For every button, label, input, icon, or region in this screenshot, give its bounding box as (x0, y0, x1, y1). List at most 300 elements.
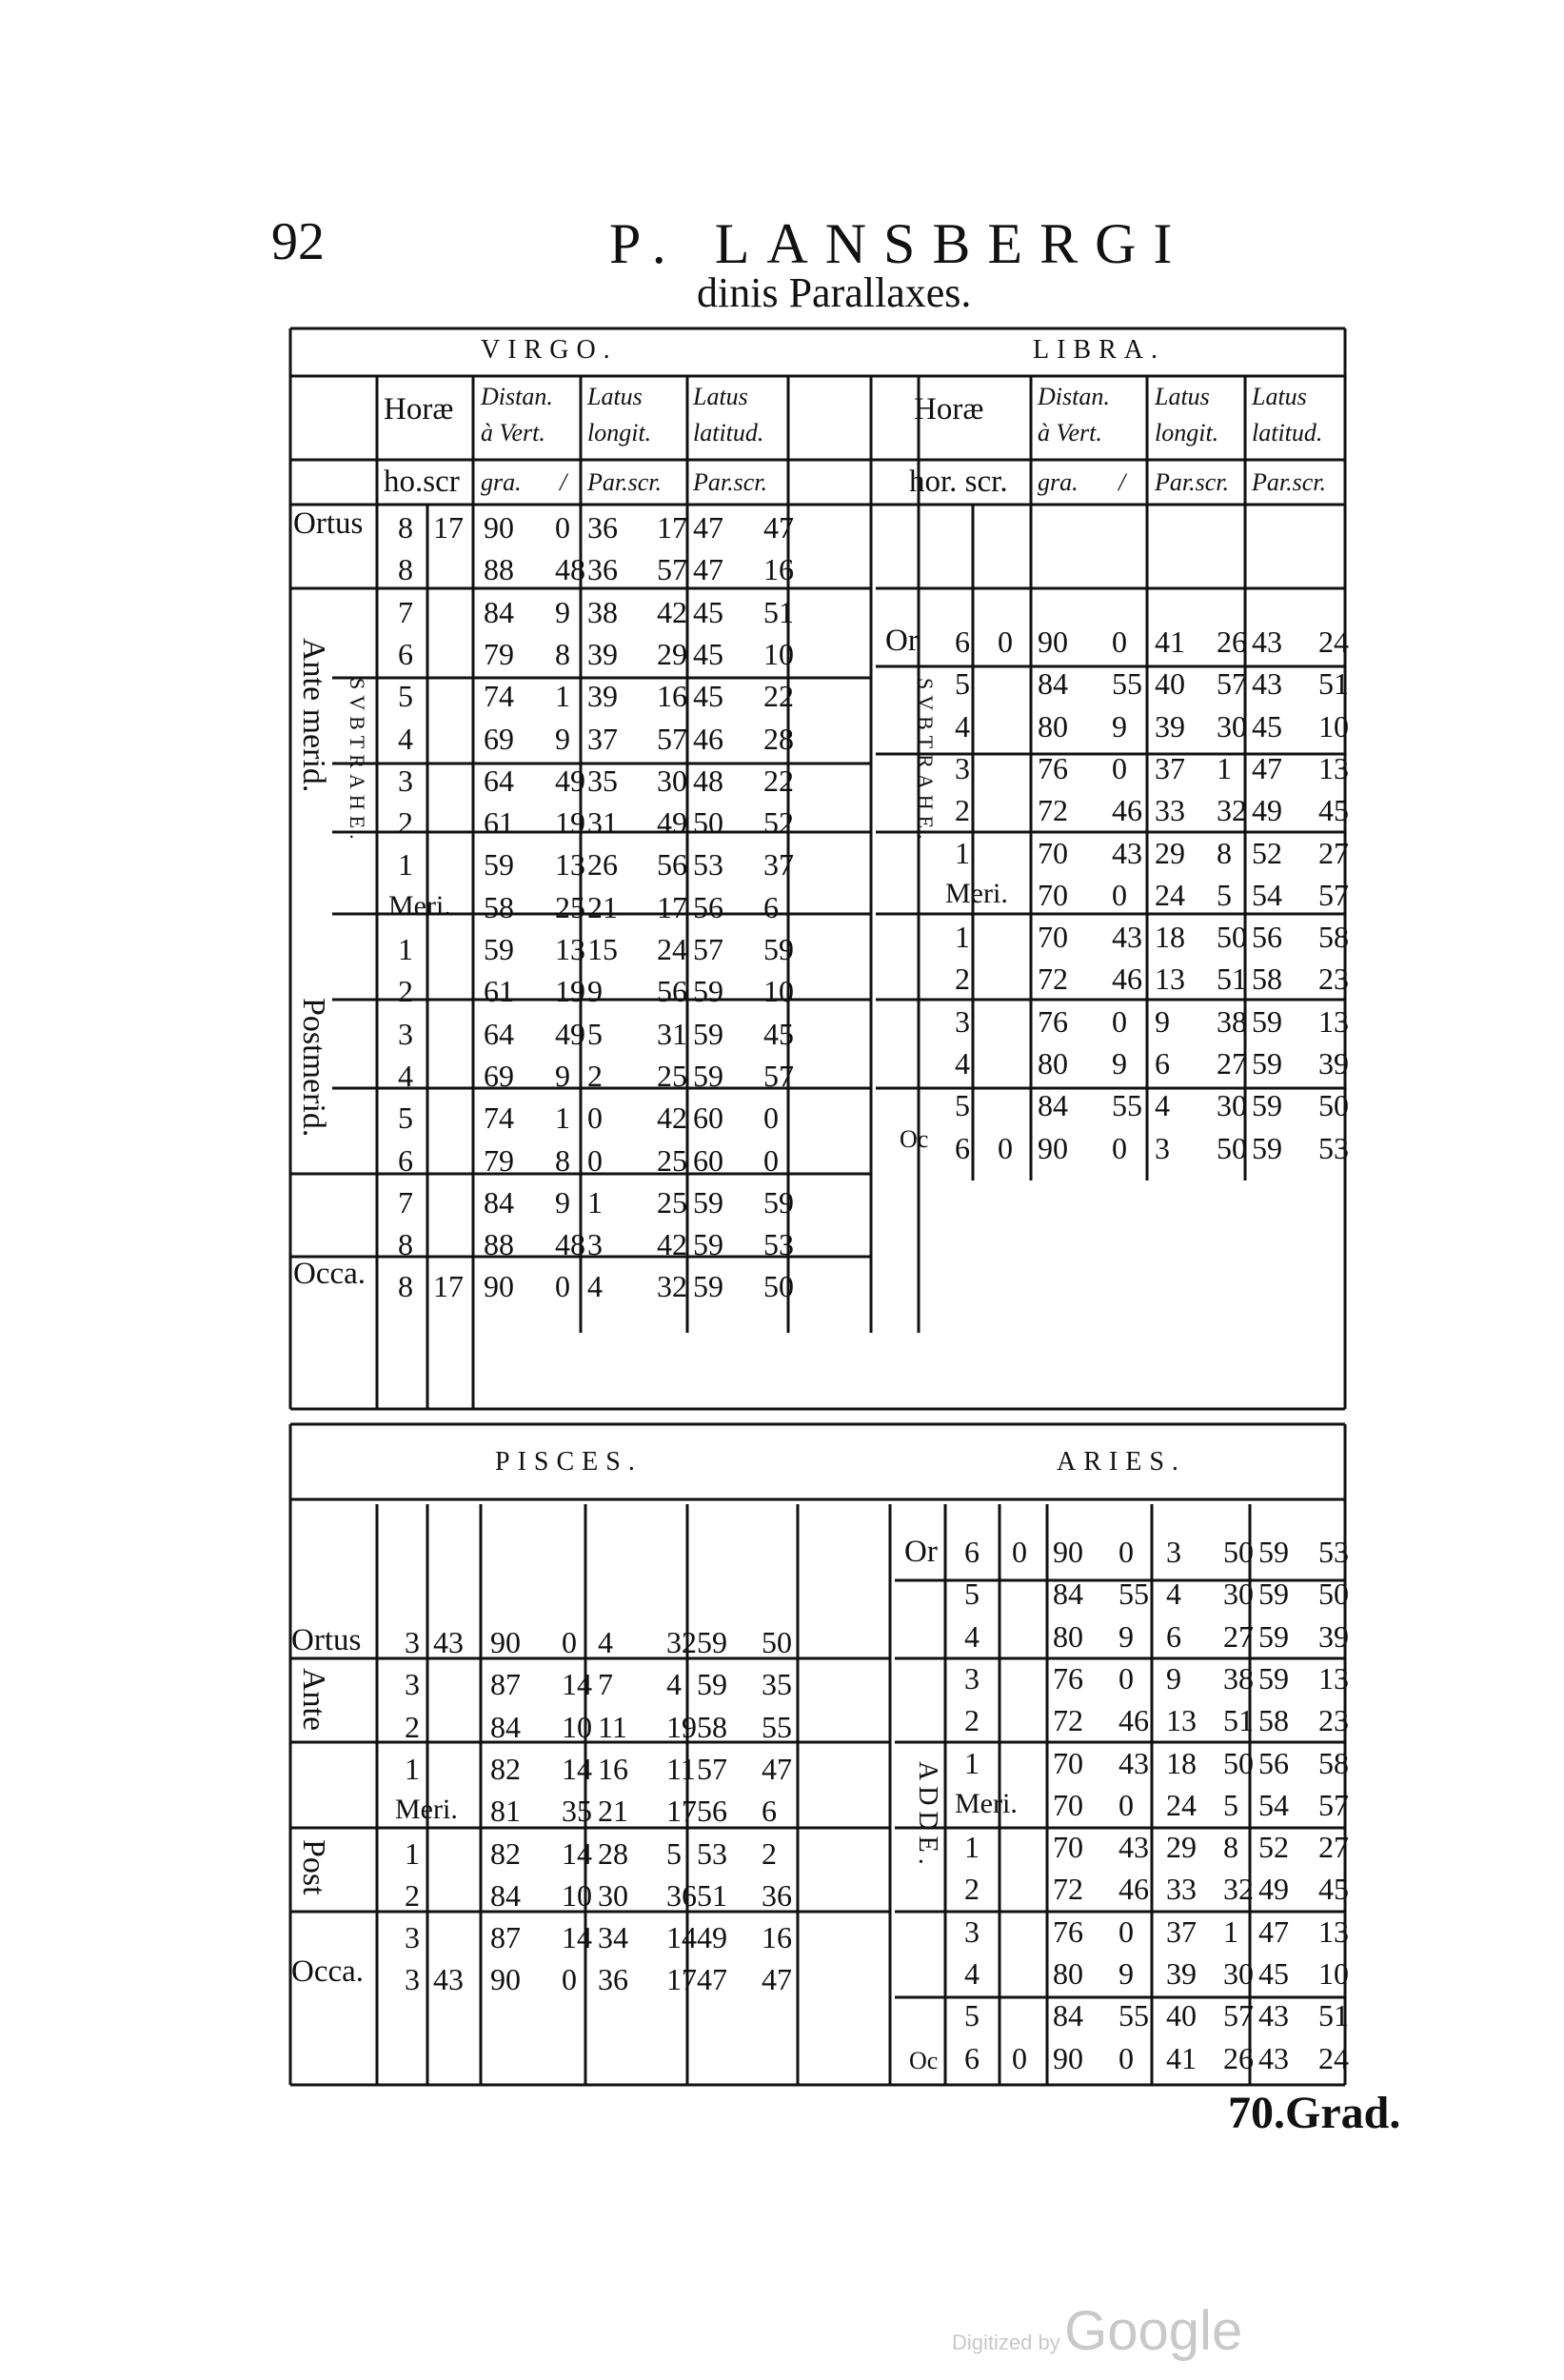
aries-cell: 57 (1223, 1998, 1254, 2033)
virgo-cell: 1 (555, 1101, 570, 1136)
libra-cell: 5 (955, 1088, 970, 1123)
libra-cell: 76 (1038, 750, 1068, 785)
libra-cell: 0 (1112, 1130, 1127, 1165)
libra-cell: 53 (1318, 1130, 1349, 1165)
virgo-cell: 56 (693, 889, 723, 924)
libra-cell: 46 (1112, 793, 1142, 828)
virgo-cell: 42 (657, 594, 687, 629)
libra-cell: 18 (1155, 920, 1185, 955)
virgo-cell: 47 (763, 510, 794, 545)
virgo-cell: 59 (484, 847, 514, 883)
sign-libra: LIBRA. (1033, 335, 1165, 365)
virgo-cell: 0 (763, 1142, 779, 1178)
col-header-latus-longit2: longit. (587, 419, 652, 446)
aries-cell: 58 (1318, 1745, 1349, 1780)
virgo-cell: 3 (398, 763, 413, 798)
virgo-cell: 58 (484, 889, 514, 924)
pisces-cell: 56 (697, 1794, 727, 1829)
aries-cell: 76 (1053, 1660, 1083, 1696)
pisces-cell: 14 (562, 1920, 592, 1955)
aries-cell: 59 (1258, 1660, 1289, 1696)
libra-cell: 38 (1217, 1003, 1247, 1039)
unit-gra: gra. (481, 468, 522, 496)
aries-cell: 80 (1053, 1618, 1083, 1654)
aries-cell: 45 (1318, 1872, 1349, 1907)
virgo-cell: 2 (398, 974, 413, 1009)
pisces-cell: 35 (762, 1667, 792, 1702)
pisces-cell: 59 (697, 1625, 727, 1659)
aries-cell: 38 (1223, 1660, 1254, 1696)
pisces-cell: 90 (490, 1962, 521, 1997)
pisces-cell: 14 (562, 1667, 592, 1702)
virgo-cell: 22 (763, 679, 794, 714)
col-header-latus-latitud2: latitud. (693, 419, 764, 446)
pisces-cell: 14 (562, 1835, 592, 1871)
virgo-cell: 31 (587, 805, 618, 841)
pisces-cell: 49 (697, 1920, 727, 1955)
aries-cell: Meri. (955, 1787, 1018, 1819)
virgo-cell: 60 (693, 1142, 723, 1178)
libra-cell: 4 (955, 1046, 970, 1081)
aries-cell: 1 (964, 1830, 980, 1865)
aries-cell: 76 (1053, 1914, 1083, 1949)
libra-cell: 8 (1217, 835, 1232, 870)
pisces-cell: 35 (562, 1794, 592, 1829)
pisces-cell: 4 (598, 1625, 613, 1659)
virgo-cell: 45 (693, 594, 723, 629)
watermark (952, 2299, 1242, 2363)
virgo-cell: 64 (484, 763, 514, 798)
pisces-cell: 14 (562, 1751, 592, 1786)
virgo-cell: 6 (398, 636, 413, 671)
virgo-cell: 59 (763, 1184, 794, 1220)
pisces-cell: 47 (762, 1962, 792, 1997)
virgo-cell: 45 (693, 636, 723, 671)
aries-cell: 41 (1166, 2040, 1197, 2075)
libra-cell: 26 (1217, 625, 1247, 659)
libra-cell: 57 (1217, 666, 1247, 702)
catchword: 70.Grad. (1228, 2088, 1401, 2138)
virgo-cell: 25 (657, 1058, 687, 1093)
aries-cell: 84 (1053, 1998, 1083, 2033)
unit-ho-scr: ho.scr (384, 465, 460, 499)
libra-cell: 45 (1252, 708, 1282, 744)
virgo-cell: 10 (763, 636, 794, 671)
aries-cell: 59 (1258, 1618, 1289, 1654)
virgo-cell: 61 (484, 805, 514, 841)
aries-cell: 90 (1053, 1535, 1083, 1569)
virgo-cell: 56 (657, 974, 687, 1009)
libra-cell: 9 (1112, 1046, 1127, 1081)
libra-cell: 52 (1252, 835, 1282, 870)
virgo-cell: 59 (763, 932, 794, 966)
libra-cell: 59 (1252, 1088, 1282, 1123)
page-number: 92 (271, 212, 325, 271)
label-postmerid: Postmerid. (296, 998, 331, 1138)
aries-cell: 0 (1119, 2040, 1134, 2075)
virgo-cell: 51 (763, 594, 794, 629)
virgo-cell: 16 (763, 552, 794, 587)
libra-cell: 90 (1038, 1130, 1068, 1165)
aries-cell: 40 (1166, 1998, 1197, 2033)
virgo-cell: 53 (763, 1227, 794, 1262)
virgo-cell: 19 (555, 805, 585, 841)
virgo-cell: 49 (555, 1016, 585, 1051)
pisces-cell: 3 (405, 1667, 420, 1702)
label-ortus: Ortus (291, 1623, 362, 1657)
virgo-cell: 52 (763, 805, 794, 841)
virgo-cell: 13 (555, 932, 585, 966)
pisces-cell: 3 (405, 1962, 420, 1997)
aries-cell: 45 (1258, 1956, 1289, 1991)
sign-aries: ARIES. (1057, 1447, 1186, 1477)
unit-par-scr: Par.scr. (587, 468, 663, 496)
libra-cell: 84 (1038, 666, 1068, 702)
libra-cell: 0 (998, 1130, 1013, 1165)
pisces-cell: 3 (405, 1625, 420, 1659)
libra-cell: 0 (1112, 877, 1127, 912)
virgo-cell: 8 (398, 1269, 413, 1304)
unit-par-scr: Par.scr. (693, 468, 768, 496)
virgo-cell: 49 (555, 763, 585, 798)
virgo-cell: 48 (693, 763, 723, 798)
label-ortus: Ortus (293, 506, 364, 541)
virgo-cell: Meri. (388, 889, 451, 922)
libra-cell: 46 (1112, 962, 1142, 997)
pisces-cell: 36 (666, 1877, 697, 1913)
virgo-cell: 42 (657, 1101, 687, 1136)
virgo-cell: 0 (587, 1142, 603, 1178)
virgo-cell: 59 (693, 1016, 723, 1051)
libra-cell: 50 (1217, 1130, 1247, 1165)
virgo-cell: 17 (433, 510, 464, 545)
sign-pisces: PISCES. (495, 1447, 643, 1477)
virgo-cell: 0 (555, 510, 570, 545)
pisces-cell: 16 (762, 1920, 792, 1955)
aries-cell: 29 (1166, 1830, 1197, 1865)
aries-cell: 3 (1166, 1535, 1181, 1569)
pisces-cell: 1 (405, 1751, 420, 1786)
virgo-cell: 57 (693, 932, 723, 966)
virgo-cell: 47 (693, 510, 723, 545)
aries-cell: 9 (1119, 1618, 1134, 1654)
libra-cell: 6 (955, 1130, 970, 1165)
aries-cell: 57 (1318, 1787, 1349, 1822)
virgo-cell: 74 (484, 1101, 514, 1136)
virgo-cell: 39 (587, 636, 618, 671)
virgo-cell: 2 (398, 805, 413, 841)
libra-cell: 33 (1155, 793, 1185, 828)
aries-cell: 43 (1258, 2040, 1289, 2075)
aries-cell: 8 (1223, 1830, 1238, 1865)
pisces-cell: 16 (598, 1751, 628, 1786)
virgo-cell: 22 (763, 763, 794, 798)
virgo-cell: 0 (763, 1101, 779, 1136)
virgo-cell: 60 (693, 1101, 723, 1136)
virgo-cell: 8 (555, 1142, 570, 1178)
virgo-cell: 57 (763, 1058, 794, 1093)
virgo-cell: 59 (693, 1058, 723, 1093)
label-or: Or (885, 624, 919, 658)
aries-cell: 13 (1318, 1660, 1349, 1696)
virgo-cell: 0 (587, 1101, 603, 1136)
virgo-cell: 7 (398, 594, 413, 629)
virgo-cell: 0 (555, 1269, 570, 1304)
pisces-cell: 84 (490, 1877, 521, 1913)
pisces-cell: 87 (490, 1667, 521, 1702)
aries-cell: 0 (1119, 1914, 1134, 1949)
watermark-google: Google (1064, 2300, 1243, 2362)
pisces-cell: 11 (598, 1709, 627, 1744)
virgo-cell: 8 (398, 552, 413, 587)
col-header-distan: Distan. (481, 383, 553, 410)
aries-cell: 1 (964, 1745, 980, 1780)
aries-cell: 1 (1223, 1914, 1238, 1949)
libra-cell: 55 (1112, 666, 1142, 702)
pisces-cell: 21 (598, 1794, 628, 1829)
aries-cell: 0 (1012, 2040, 1027, 2075)
aries-cell: 43 (1119, 1830, 1149, 1865)
aries-cell: 4 (964, 1618, 980, 1654)
libra-cell: 2 (955, 962, 970, 997)
virgo-cell: 25 (657, 1184, 687, 1220)
libra-cell: 27 (1318, 835, 1349, 870)
aries-cell: 52 (1258, 1830, 1289, 1865)
libra-cell: 6 (1155, 1046, 1170, 1081)
libra-cell: 37 (1155, 750, 1185, 785)
virgo-cell: 31 (657, 1016, 687, 1051)
aries-cell: 3 (964, 1914, 980, 1949)
libra-cell: 24 (1318, 625, 1349, 659)
aries-cell: 13 (1318, 1914, 1349, 1949)
virgo-cell: 5 (398, 679, 413, 714)
libra-cell: 70 (1038, 877, 1068, 912)
virgo-cell: 59 (693, 1227, 723, 1262)
virgo-cell: 17 (433, 1269, 464, 1304)
pisces-cell: 36 (598, 1962, 628, 1997)
col-header-distan2: à Vert. (481, 419, 545, 446)
virgo-cell: 59 (693, 974, 723, 1009)
aries-cell: 23 (1318, 1703, 1349, 1738)
virgo-cell: 48 (555, 1227, 585, 1262)
libra-cell: 4 (1155, 1088, 1170, 1123)
aries-cell: 4 (964, 1956, 980, 1991)
pisces-cell: 90 (490, 1625, 521, 1659)
virgo-cell: 2 (587, 1058, 603, 1093)
pisces-cell: 14 (666, 1920, 697, 1955)
virgo-cell: 6 (763, 889, 779, 924)
unit-hor-scr: hor. scr. (909, 465, 1008, 499)
col-header-latus-latitud2: latitud. (1252, 419, 1323, 446)
libra-cell: 43 (1252, 666, 1282, 702)
libra-cell: 9 (1112, 708, 1127, 744)
libra-cell: 5 (955, 666, 970, 702)
aries-cell: 72 (1053, 1703, 1083, 1738)
aries-cell: 84 (1053, 1577, 1083, 1612)
virgo-cell: 8 (555, 636, 570, 671)
libra-cell: 5 (1217, 877, 1232, 912)
pisces-cell: 3 (405, 1920, 420, 1955)
virgo-cell: 28 (763, 721, 794, 756)
virgo-cell: 74 (484, 679, 514, 714)
pisces-cell: 81 (490, 1794, 521, 1829)
pisces-cell: 1 (405, 1835, 420, 1871)
pisces-cell: 50 (762, 1625, 792, 1659)
libra-cell: 72 (1038, 793, 1068, 828)
virgo-cell: 45 (693, 679, 723, 714)
pisces-cell: 36 (762, 1877, 792, 1913)
virgo-cell: 37 (587, 721, 618, 756)
libra-cell: 13 (1318, 750, 1349, 785)
aries-cell: 37 (1166, 1914, 1197, 1949)
pisces-cell: 58 (697, 1709, 727, 1744)
aries-cell: 4 (1166, 1577, 1181, 1612)
col-header-latus-latitud: Latus (1252, 383, 1307, 410)
pisces-cell: 10 (562, 1877, 592, 1913)
virgo-cell: 49 (657, 805, 687, 841)
virgo-cell: 29 (657, 636, 687, 671)
libra-cell: 45 (1318, 793, 1349, 828)
virgo-cell: 25 (657, 1142, 687, 1178)
libra-cell: 58 (1252, 962, 1282, 997)
virgo-cell: 88 (484, 552, 514, 587)
aries-cell: 30 (1223, 1956, 1254, 1991)
watermark-small: Digitized by (952, 2330, 1060, 2354)
pisces-cell: 0 (562, 1962, 577, 1997)
virgo-cell: 90 (484, 510, 514, 545)
pisces-cell: 17 (666, 1794, 697, 1829)
libra-cell: 80 (1038, 1046, 1068, 1081)
col-header-latus-longit2: longit. (1155, 419, 1219, 446)
virgo-cell: 5 (398, 1101, 413, 1136)
pisces-cell: 84 (490, 1709, 521, 1744)
aries-cell: 54 (1258, 1787, 1289, 1822)
libra-cell: 3 (1155, 1130, 1170, 1165)
virgo-cell: 84 (484, 1184, 514, 1220)
virgo-cell: 79 (484, 1142, 514, 1178)
aries-cell: 70 (1053, 1787, 1083, 1822)
aries-cell: 90 (1053, 2040, 1083, 2075)
pisces-cell: 4 (666, 1667, 682, 1702)
virgo-cell: 3 (398, 1016, 413, 1051)
libra-cell: 13 (1318, 1003, 1349, 1039)
virgo-cell: 1 (398, 932, 413, 966)
libra-cell: 90 (1038, 625, 1068, 659)
aries-cell: 70 (1053, 1745, 1083, 1780)
label-adde: ADDE. (913, 1761, 942, 1871)
virgo-cell: 48 (555, 552, 585, 587)
aries-cell: 9 (1119, 1956, 1134, 1991)
aries-cell: 2 (964, 1872, 980, 1907)
pisces-cell: 59 (697, 1667, 727, 1702)
virgo-cell: 79 (484, 636, 514, 671)
pisces-cell: 28 (598, 1835, 628, 1871)
aries-cell: 2 (964, 1703, 980, 1738)
libra-cell: 41 (1155, 625, 1185, 659)
pisces-cell: 19 (666, 1709, 697, 1744)
pisces-cell: 57 (697, 1751, 727, 1786)
virgo-cell: 61 (484, 974, 514, 1009)
libra-cell: 84 (1038, 1088, 1068, 1123)
pisces-cell: 11 (666, 1751, 696, 1786)
aries-cell: 80 (1053, 1956, 1083, 1991)
virgo-cell: 16 (657, 679, 687, 714)
pisces-cell: 87 (490, 1920, 521, 1955)
libra-cell: 58 (1318, 920, 1349, 955)
aries-cell: 0 (1012, 1535, 1027, 1569)
libra-cell: 4 (955, 708, 970, 744)
pisces-cell: 47 (697, 1962, 727, 1997)
virgo-cell: 10 (763, 974, 794, 1009)
libra-cell: 0 (1112, 625, 1127, 659)
libra-cell: 40 (1155, 666, 1185, 702)
libra-cell: 72 (1038, 962, 1068, 997)
pisces-cell: 51 (697, 1877, 727, 1913)
col-header-horae: Horæ (384, 392, 454, 426)
virgo-cell: 17 (657, 510, 687, 545)
libra-cell: 24 (1155, 877, 1185, 912)
virgo-cell: 35 (587, 763, 618, 798)
libra-cell: 47 (1252, 750, 1282, 785)
libra-cell: 3 (955, 1003, 970, 1039)
pisces-cell: 53 (697, 1835, 727, 1871)
virgo-cell: 36 (587, 552, 618, 587)
libra-cell: 70 (1038, 920, 1068, 955)
aries-cell: 50 (1223, 1535, 1254, 1569)
virgo-cell: 69 (484, 1058, 514, 1093)
libra-cell: 59 (1252, 1130, 1282, 1165)
virgo-cell: 38 (587, 594, 618, 629)
libra-cell: 43 (1112, 920, 1142, 955)
libra-cell: 30 (1217, 708, 1247, 744)
libra-cell: 59 (1252, 1046, 1282, 1081)
libra-cell: 43 (1112, 835, 1142, 870)
libra-cell: 57 (1318, 877, 1349, 912)
aries-cell: 6 (964, 2040, 980, 2075)
pisces-cell: 55 (762, 1709, 792, 1744)
virgo-cell: 26 (587, 847, 618, 883)
virgo-cell: 9 (587, 974, 603, 1009)
libra-cell: 23 (1318, 962, 1349, 997)
virgo-cell: 13 (555, 847, 585, 883)
label-ante-merid: Ante merid. (296, 638, 331, 793)
aries-cell: 33 (1166, 1872, 1197, 1907)
aries-cell: 49 (1258, 1872, 1289, 1907)
label-subtrahe: SVBTRAHE. (914, 678, 938, 845)
libra-cell: 27 (1217, 1046, 1247, 1081)
virgo-cell: 59 (484, 932, 514, 966)
virgo-cell: 57 (657, 721, 687, 756)
pisces-cell: 32 (666, 1625, 697, 1659)
aries-cell: 5 (1223, 1787, 1238, 1822)
virgo-cell: 45 (763, 1016, 794, 1051)
virgo-cell: 24 (657, 932, 687, 966)
virgo-cell: 69 (484, 721, 514, 756)
virgo-cell: 6 (398, 1142, 413, 1178)
virgo-cell: 30 (657, 763, 687, 798)
pisces-cell: 82 (490, 1751, 521, 1786)
libra-cell: 2 (955, 793, 970, 828)
aries-cell: 58 (1258, 1703, 1289, 1738)
col-header-latus-longit: Latus (587, 383, 643, 410)
aries-cell: 3 (964, 1660, 980, 1696)
aries-cell: 51 (1223, 1703, 1254, 1738)
aries-cell: 59 (1258, 1535, 1289, 1569)
libra-cell: 1 (955, 920, 970, 955)
pisces-cell: 43 (433, 1625, 464, 1659)
aries-cell: 43 (1258, 1998, 1289, 2033)
pisces-cell: 2 (405, 1709, 420, 1744)
